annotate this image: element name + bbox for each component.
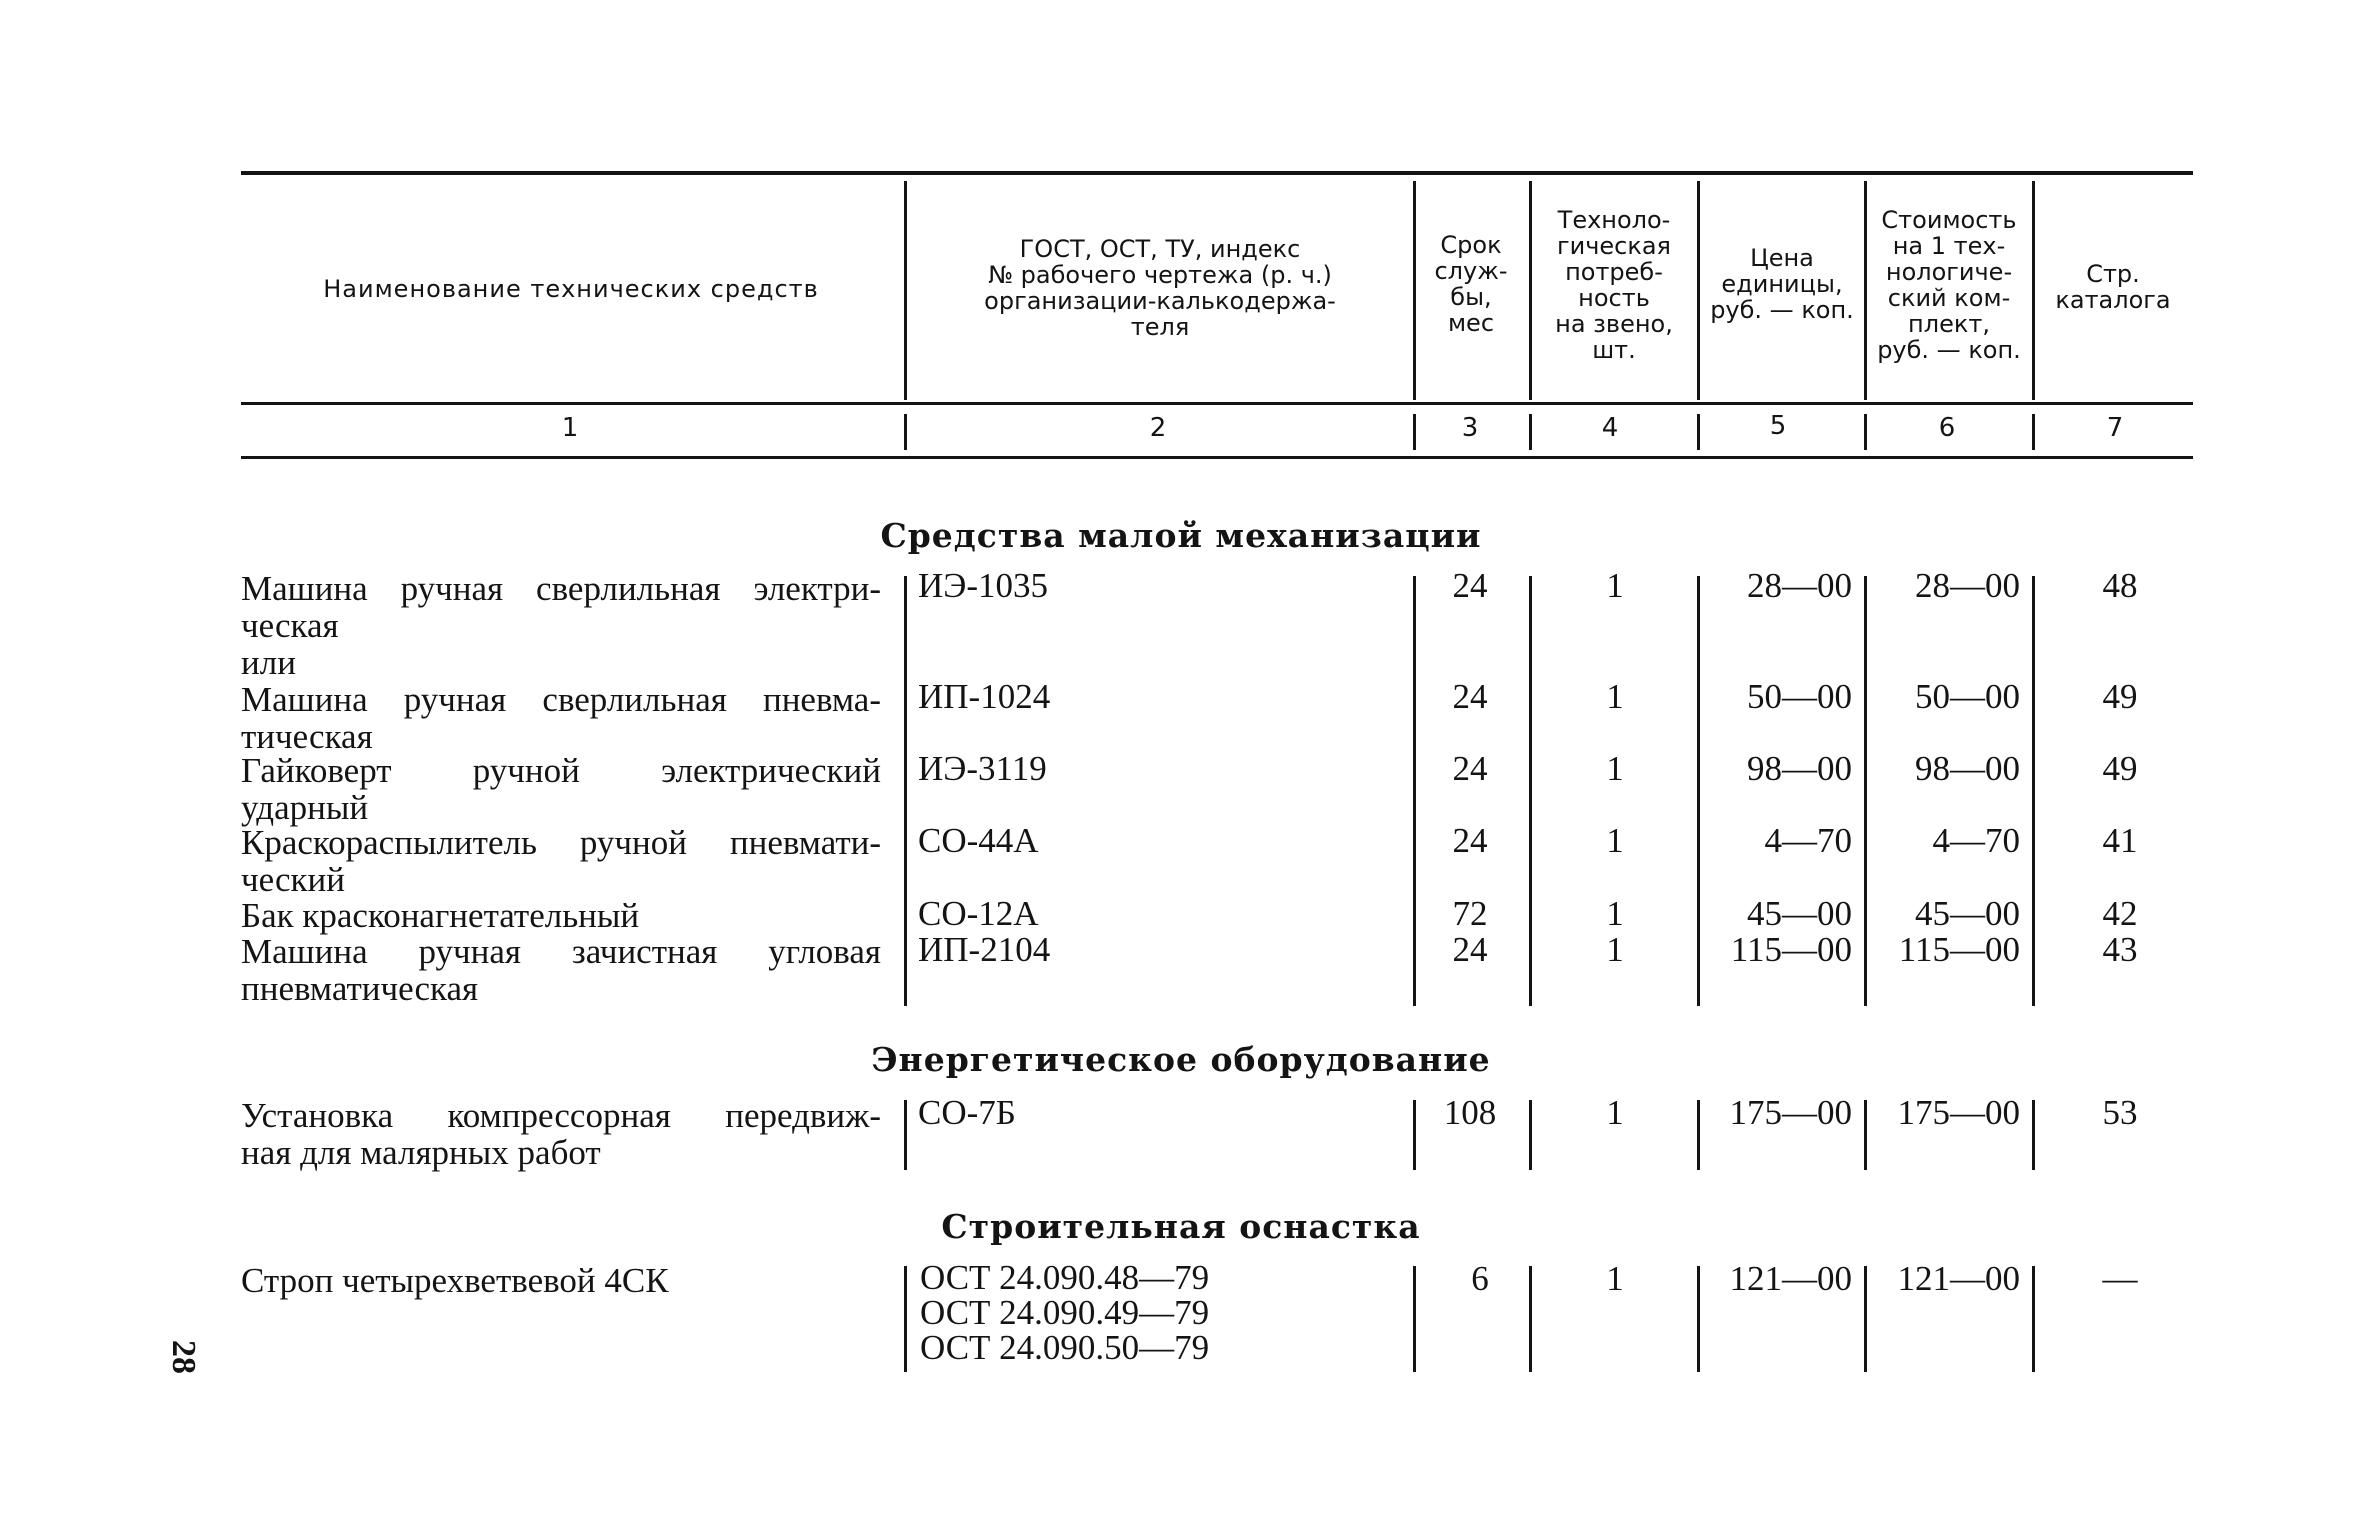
potr-cell: 1: [1606, 566, 1624, 605]
section-title-rigging: Строительная оснастка: [941, 1207, 1421, 1246]
potr-cell: 1: [1606, 930, 1624, 969]
column-divider: [1413, 1266, 1416, 1372]
cena-cell: 121—00: [1729, 1259, 1852, 1298]
number-row-divider: [1697, 414, 1700, 450]
str-cell: 43: [2102, 930, 2138, 969]
srok-cell: 6: [1471, 1259, 1489, 1298]
gost-cell: СО-12А: [918, 894, 1039, 933]
number-row-divider: [2032, 414, 2035, 450]
srok-cell: 24: [1452, 749, 1488, 788]
cena-cell: 98—00: [1747, 749, 1852, 788]
column-divider: [1529, 1100, 1532, 1170]
stoim-cell: 4—70: [1932, 821, 2020, 860]
srok-cell: 72: [1452, 894, 1488, 933]
section-title-mechanization: Средства малой механизации: [880, 516, 1482, 555]
number-row-divider: [904, 414, 907, 450]
column-divider: [1413, 576, 1416, 1006]
str-cell: 49: [2102, 677, 2138, 716]
header-srok: Срок служ- бы, мес: [1434, 231, 1508, 337]
table-top-rule: [241, 171, 2193, 175]
column-divider: [904, 576, 907, 1006]
stoim-cell: 121—00: [1897, 1259, 2020, 1298]
gost-cell: ИП-1024: [918, 677, 1051, 716]
srok-cell: 24: [1452, 930, 1488, 969]
table-row-name: Бак красконагнетательный: [241, 896, 640, 935]
header-divider: [904, 181, 907, 400]
column-number: 7: [2106, 413, 2124, 443]
header-cena: Цена единицы, руб. — коп.: [1710, 244, 1854, 324]
column-divider: [2032, 1266, 2035, 1372]
header-stoimost: Стоимость на 1 тех- нологиче- ский ком- плект, руб. — коп.: [1877, 206, 2021, 364]
stoim-cell: 98—00: [1915, 749, 2020, 788]
header-gost: ГОСТ, ОСТ, ТУ, индекс № рабочего чертежа (р. ч.) организации-калькодержа- теля: [984, 235, 1336, 341]
cena-cell: 115—00: [1730, 930, 1852, 969]
column-divider: [904, 1266, 907, 1372]
column-divider: [2032, 576, 2035, 1006]
table-row-name: Машина ручная сверлильная электри- ческая или: [241, 569, 881, 682]
column-number: 4: [1601, 413, 1619, 443]
str-cell: 53: [2102, 1093, 2138, 1132]
srok-cell: 108: [1443, 1093, 1497, 1132]
page-number: 28: [165, 1340, 202, 1374]
stoim-cell: 50—00: [1915, 677, 2020, 716]
table-row-name: Краскораспылитель ручной пневмати- ческий: [241, 823, 881, 899]
column-divider: [904, 1100, 907, 1170]
column-number: 3: [1461, 413, 1479, 443]
column-number: 2: [1149, 413, 1167, 443]
gost-cell: СО-7Б: [918, 1093, 1016, 1132]
column-divider: [1529, 576, 1532, 1006]
column-number: 5: [1769, 411, 1787, 441]
stoim-cell: 28—00: [1915, 566, 2020, 605]
cena-cell: 175—00: [1729, 1093, 1852, 1132]
table-row-name: Строп четырехветвевой 4СК: [241, 1261, 669, 1300]
section-title-energy: Энергетическое оборудование: [871, 1040, 1491, 1079]
header-bottom-rule: [241, 402, 2193, 405]
str-cell: 41: [2102, 821, 2138, 860]
table-row-name: Машина ручная сверлильная пневма- тическая: [241, 680, 881, 756]
potr-cell: 1: [1606, 677, 1624, 716]
number-row-divider: [1529, 414, 1532, 450]
number-row-divider: [1864, 414, 1867, 450]
cena-cell: 50—00: [1747, 677, 1852, 716]
header-str-kataloga: Стр. каталога: [2055, 260, 2171, 314]
table-row-name: Машина ручная зачистная угловая пневматическая: [241, 932, 881, 1008]
potr-cell: 1: [1606, 749, 1624, 788]
gost-cell: СО-44А: [918, 821, 1039, 860]
gost-cell: ИЭ-1035: [918, 566, 1049, 605]
srok-cell: 24: [1452, 821, 1488, 860]
column-number: 1: [561, 413, 579, 443]
column-divider: [2032, 1100, 2035, 1170]
header-potrebnost: Техноло- гическая потреб- ность на звено, шт.: [1555, 206, 1673, 364]
column-numbers-rule: [241, 456, 2193, 459]
str-cell: 48: [2102, 566, 2138, 605]
gost-cell: ИП-2104: [918, 930, 1051, 969]
table-row-name: Установка компрессорная передвиж- ная для малярных работ: [241, 1096, 881, 1172]
stoim-cell: 115—00: [1898, 930, 2020, 969]
table-row-name: Гайковерт ручной электрический ударный: [241, 751, 881, 827]
header-name: Наименование технических средств: [323, 275, 819, 303]
potr-cell: 1: [1606, 821, 1624, 860]
column-divider: [1413, 1100, 1416, 1170]
str-cell: —: [2102, 1259, 2138, 1298]
str-cell: 42: [2102, 894, 2138, 933]
stoim-cell: 175—00: [1897, 1093, 2020, 1132]
stoim-cell: 45—00: [1915, 894, 2020, 933]
cena-cell: 45—00: [1747, 894, 1852, 933]
cena-cell: 4—70: [1764, 821, 1852, 860]
srok-cell: 24: [1452, 566, 1488, 605]
srok-cell: 24: [1452, 677, 1488, 716]
column-number: 6: [1938, 413, 1956, 443]
gost-cell: ИЭ-3119: [918, 749, 1047, 788]
potr-cell: 1: [1606, 894, 1624, 933]
str-cell: 49: [2102, 749, 2138, 788]
number-row-divider: [1413, 414, 1416, 450]
potr-cell: 1: [1606, 1259, 1624, 1298]
potr-cell: 1: [1606, 1093, 1624, 1132]
cena-cell: 28—00: [1747, 566, 1852, 605]
gost-cell: ОСТ 24.090.48—79 ОСТ 24.090.49—79 ОСТ 24.090.50—79: [920, 1258, 1210, 1367]
